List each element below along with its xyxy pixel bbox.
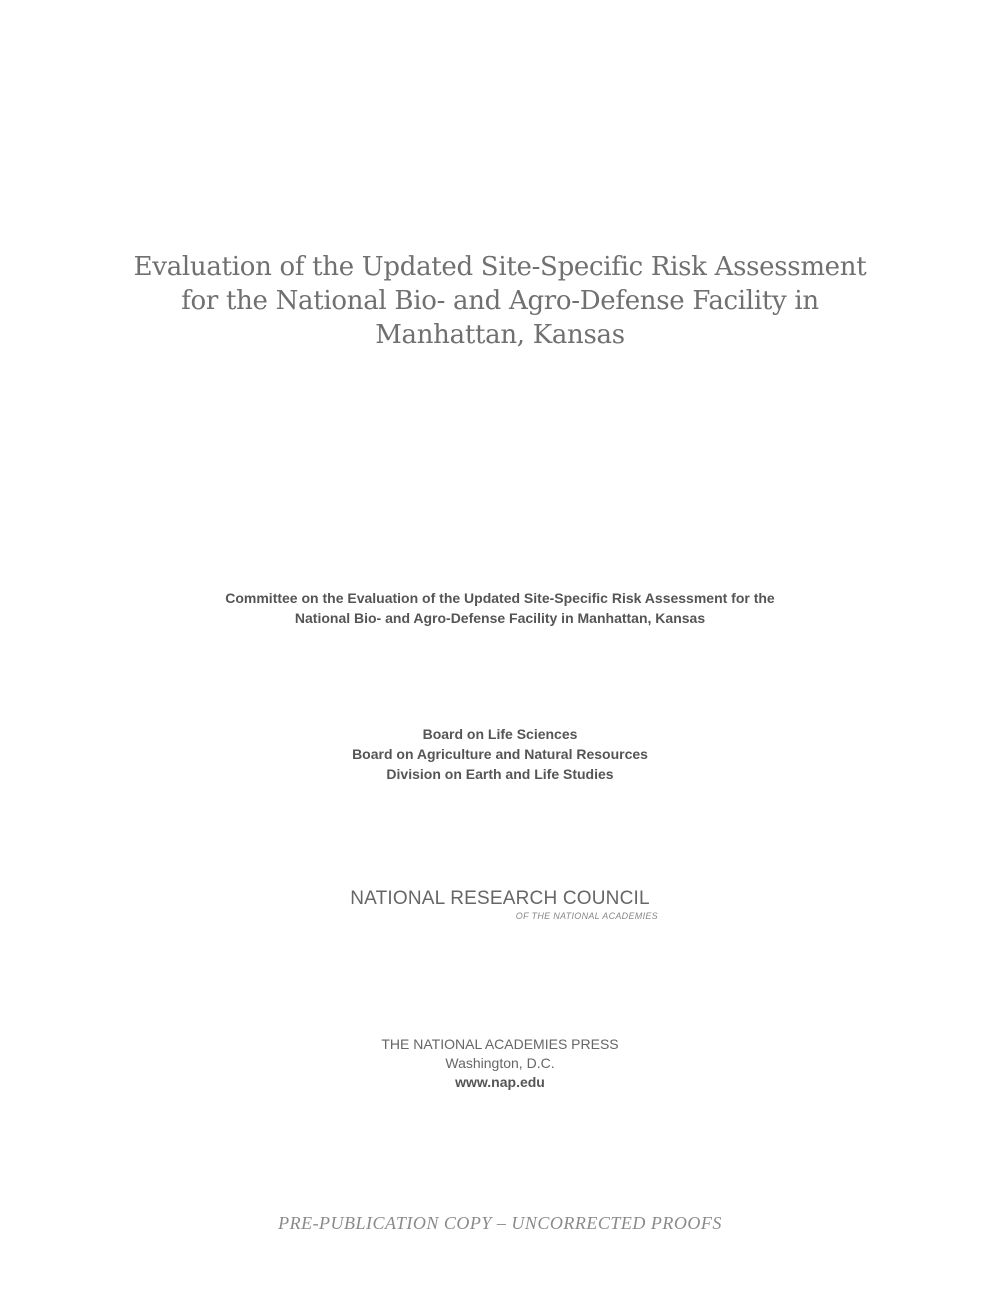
title-line-2: for the National Bio- and Agro-Defense Facility in [181,286,819,316]
publisher-url[interactable]: www.nap.edu [455,1074,545,1090]
board-life-sciences: Board on Life Sciences [422,726,578,742]
prepublication-notice: PRE-PUBLICATION COPY – UNCORRECTED PROOFS [278,1213,722,1233]
nrc-logo-sub: OF THE NATIONAL ACADEMIES [515,911,658,921]
committee-line-1: Committee on the Evaluation of the Updated Site-Specific Risk Assessment for the [225,590,775,606]
publisher-name: THE NATIONAL ACADEMIES PRESS [381,1036,619,1052]
division-earth-life: Division on Earth and Life Studies [386,766,614,782]
publisher-block [0,1035,1000,1092]
document-title [0,250,1000,352]
title-line-3: Manhattan, Kansas [375,320,625,350]
boards-list [0,724,1000,784]
committee-line-2: National Bio- and Agro-Defense Facility in Manhattan, Kansas [294,610,706,626]
committee-name [0,588,1000,628]
nrc-logo-main: NATIONAL RESEARCH COUNCIL [350,888,650,909]
publisher-city: Washington, D.C. [445,1055,555,1071]
nrc-logo [340,888,660,921]
title-line-1: Evaluation of the Updated Site-Specific Risk Assessment [133,252,867,282]
board-agriculture: Board on Agriculture and Natural Resources [352,746,648,762]
